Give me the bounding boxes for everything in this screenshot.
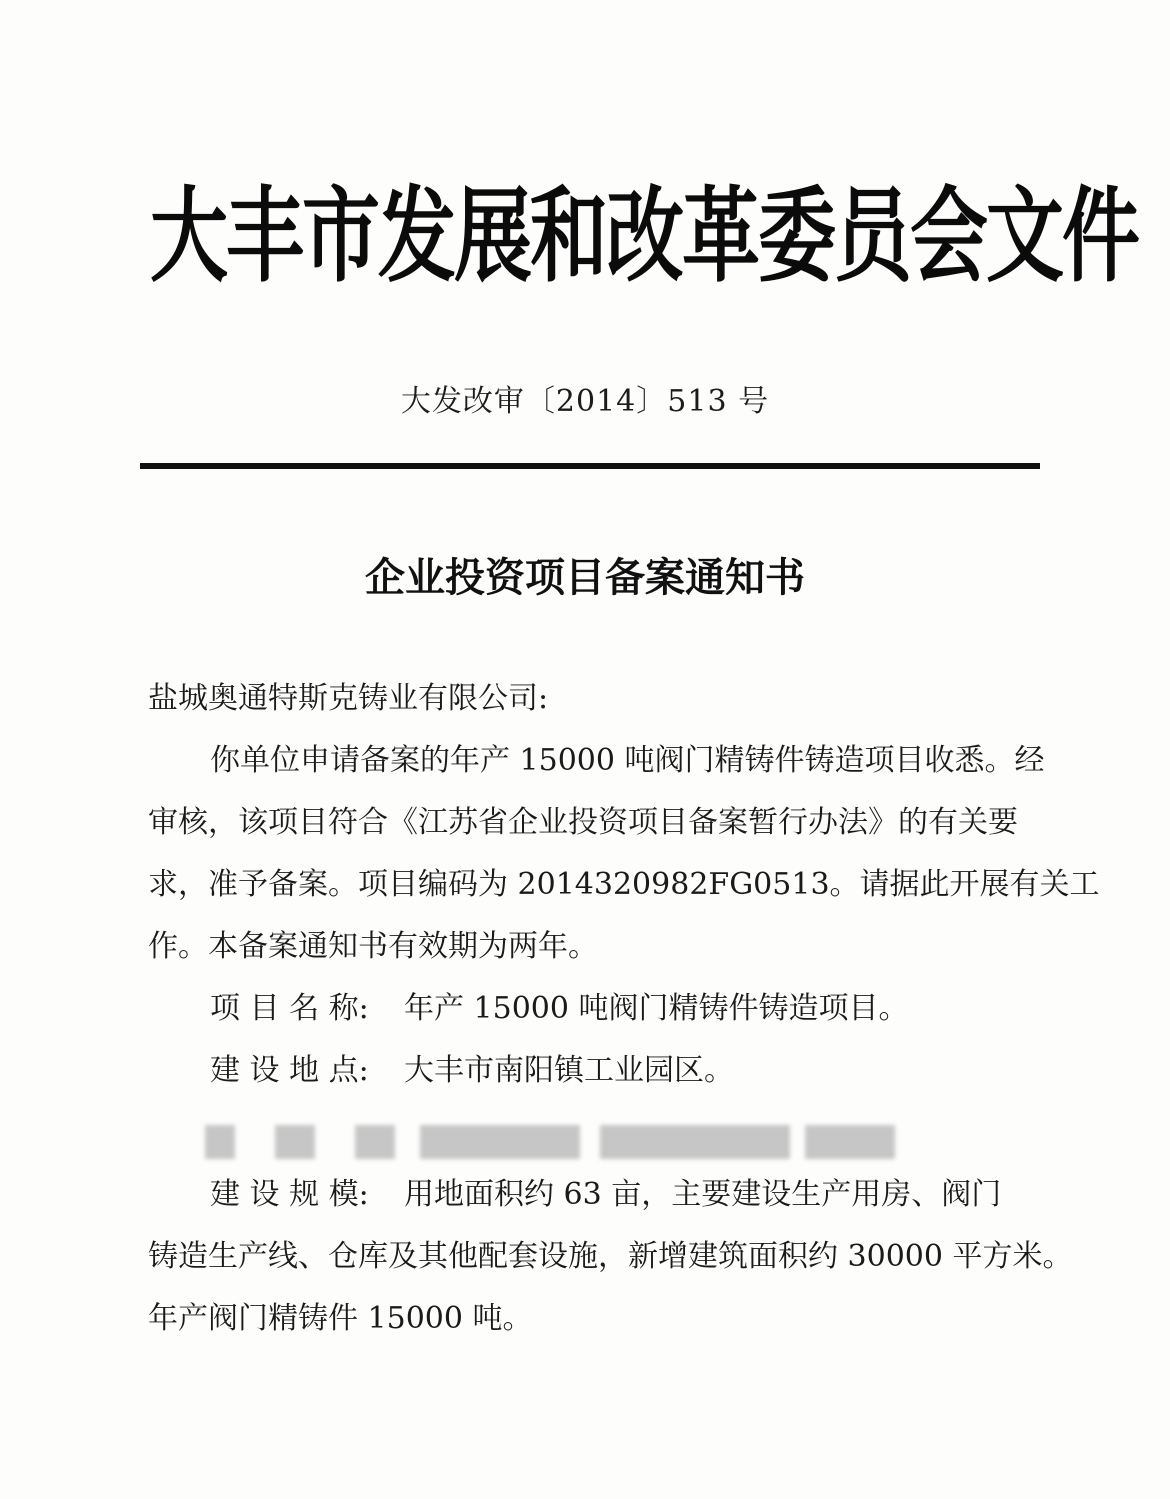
document-body <box>148 668 1100 1350</box>
scale-value: 用地面积约 63 亩，主要建设生产用房、阀门 <box>404 1177 1002 1212</box>
paragraph-line: 审核，该项目符合《江苏省企业投资项目备案暂行办法》的有关要 <box>148 805 1018 840</box>
redaction-block <box>275 1125 315 1159</box>
location-value: 大丰市南阳镇工业园区。 <box>404 1053 734 1088</box>
paragraph-line: 作。本备案通知书有效期为两年。 <box>148 929 598 964</box>
redaction-block <box>600 1125 790 1159</box>
project-name-value: 年产 15000 吨阀门精铸件铸造项目。 <box>404 991 909 1026</box>
redacted-field <box>205 1115 895 1167</box>
redaction-block <box>205 1125 235 1159</box>
scale-row <box>148 1164 1028 1226</box>
document-number: 大发改审〔2014〕513 号 <box>400 384 770 419</box>
location-label: 建 设 地 点: <box>210 1053 369 1088</box>
redaction-block <box>355 1125 395 1159</box>
redaction-block <box>420 1125 580 1159</box>
project-name-row <box>148 978 1028 1040</box>
notice-title: 企业投资项目备案通知书 <box>365 555 805 601</box>
paragraph-line: 求，准予备案。项目编码为 2014320982FG0513。请据此开展有关工 <box>148 867 1100 902</box>
scale-line: 铸造生产线、仓库及其他配套设施，新增建筑面积约 30000 平方米。 <box>148 1239 1073 1274</box>
location-row <box>148 1040 1028 1102</box>
addressee: 盐城奥通特斯克铸业有限公司: <box>148 681 549 716</box>
scale-label: 建 设 规 模: <box>210 1177 369 1212</box>
scale-line: 年产阀门精铸件 15000 吨。 <box>148 1301 533 1336</box>
redaction-block <box>805 1125 895 1159</box>
paragraph-line: 你单位申请备案的年产 15000 吨阀门精铸件铸造项目收悉。经 <box>210 743 1045 778</box>
header-divider <box>140 463 1040 469</box>
header-title: 大丰市发展和改革委员会文件 <box>150 177 1139 297</box>
project-name-label: 项 目 名 称: <box>210 991 369 1026</box>
